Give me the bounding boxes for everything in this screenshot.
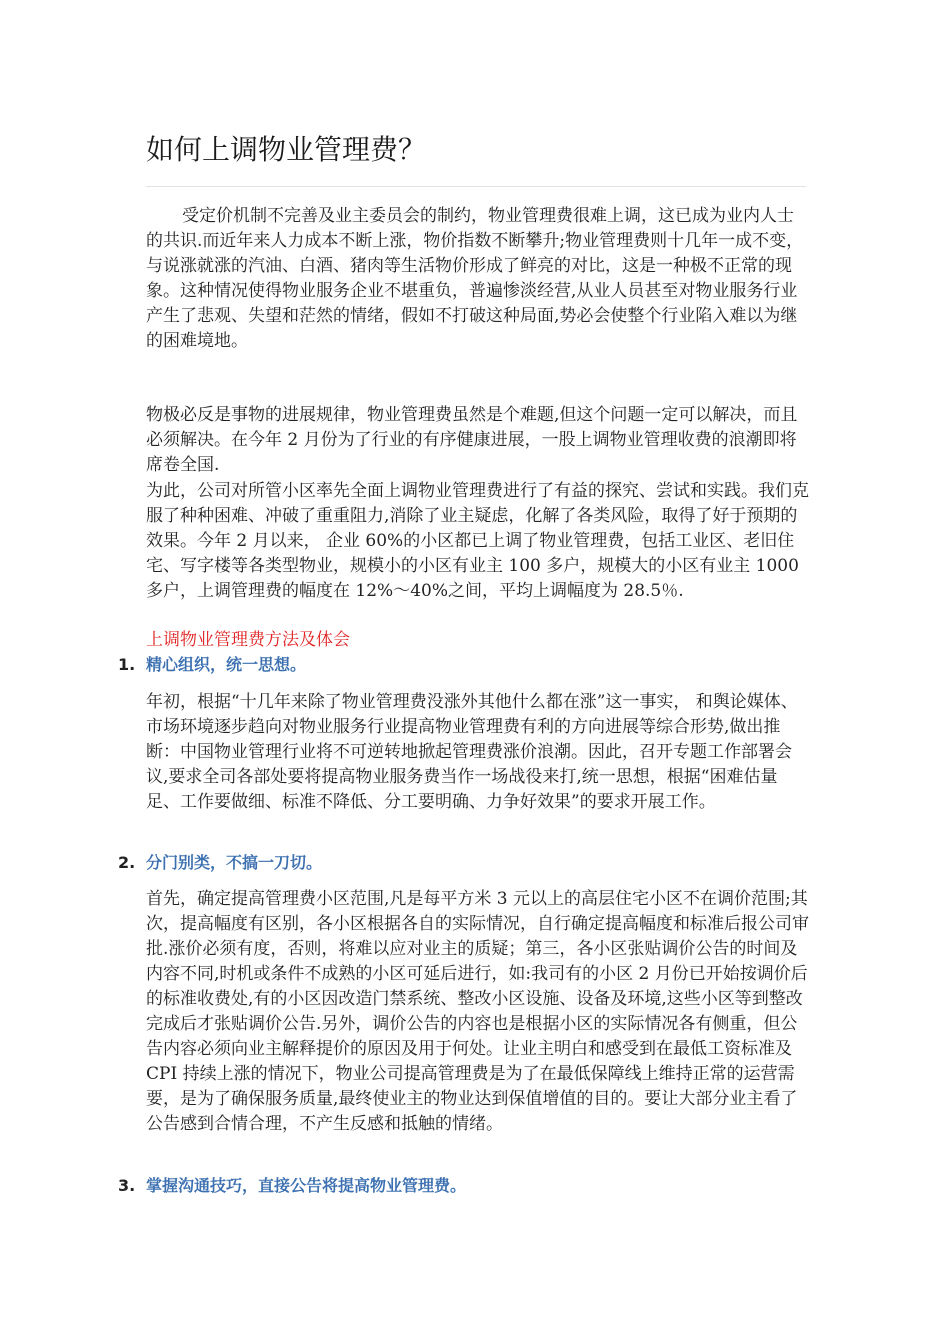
page-title: 如何上调物业管理费？ (146, 133, 427, 166)
paragraph-2: 物极必反是事物的进展规律，物业管理费虽然是个难题,但这个问题一定可以解决，而且必须解决。在今年 2 月份为了行业的有序健康进展，一股上调物业管理收费的浪潮即将席卷全国. (146, 405, 798, 475)
list-item-body-1: 年初，根据“十几年来除了物业管理费没涨外其他什么都在涨”这一事实， 和舆论媒体、市场环境逐步趋向对物业服务行业提高物业管理费有利的方向进展等综合形势,做出推断：中国物业管理行业将不可逆转地掀起管理费涨价浪潮。因此，召开专题工作部署会议,要求全司各部处要将提高物业服务费当作一场战役来打,统一思想，根据“困难估量足、工作要做细、标准不降低、分工要明确、力争好效果”的要求开展工作。 (146, 692, 798, 812)
list-item-heading-text: 掌握沟通技巧，直接公告将提高物业管理费。 (146, 1176, 467, 1195)
title-divider (146, 186, 806, 187)
paragraph-3: 为此，公司对所管小区率先全面上调物业管理费进行了有益的探究、尝试和实践。我们克服了种种困难、冲破了重重阻力,消除了业主疑虑，化解了各类风险，取得了好于预期的效果。今年 2 月以来， 企业 60%的小区都已上调了物业管理费，包括工业区、老旧住宅、写字楼等各类型物业，规模小的小区有业主 100 多户，规模大的小区有业主 1000 多户，上调管理费的幅度在 12%～40%之间，平均上调幅度为 28.5％. (146, 481, 809, 601)
list-item-heading-1 (118, 653, 306, 677)
section-title: 上调物业管理费方法及体会 (146, 630, 350, 650)
list-item-number: 3. (118, 1176, 136, 1195)
list-item-body-2: 首先，确定提高管理费小区范围,凡是每平方米 3 元以上的高层住宅小区不在调价范围;其次，提高幅度有区别，各小区根据各自的实际情况，自行确定提高幅度和标准后报公司审批.涨价必须有度，否则，将难以应对业主的质疑；第三，各小区张贴调价公告的时间及内容不同,时机或条件不成熟的小区可延后进行，如:我司有的小区 2 月份已开始按调价后的标准收费处,有的小区因改造门禁系统、整改小区设施、设备及环境,这些小区等到整改完成后才张贴调价公告.另外，调价公告的内容也是根据小区的实际情况各有侧重，但公告内容必须向业主解释提价的原因及用于何处。让业主明白和感受到在最低工资标准及 CPI 持续上涨的情况下，物业公司提高管理费是为了在最低保障线上维持正常的运营需要，是为了确保服务质量,最终使业主的物业达到保值增值的目的。要让大部分业主看了公告感到合情合理，不产生反感和抵触的情绪。 (146, 889, 809, 1134)
list-item-heading-3 (118, 1174, 466, 1198)
list-item-number: 2. (118, 853, 136, 872)
intro-paragraph: 受定价机制不完善及业主委员会的制约，物业管理费很难上调，这已成为业内人士的共识.而近年来人力成本不断上涨，物价指数不断攀升;物业管理费则十几年一成不变，与说涨就涨的汽油、白酒、猪肉等生活物价形成了鲜亮的对比，这是一种极不正常的现象。这种情况使得物业服务企业不堪重负，普遍惨淡经营,从业人员甚至对物业服务行业产生了悲观、失望和茫然的情绪，假如不打破这种局面,势必会使整个行业陷入难以为继的困难境地。 (146, 206, 804, 351)
list-item-heading-text: 分门别类，不搞一刀切。 (146, 853, 323, 872)
list-item-heading-text: 精心组织，统一思想。 (146, 655, 307, 674)
list-item-heading-2 (118, 851, 322, 875)
list-item-number: 1. (118, 655, 136, 674)
